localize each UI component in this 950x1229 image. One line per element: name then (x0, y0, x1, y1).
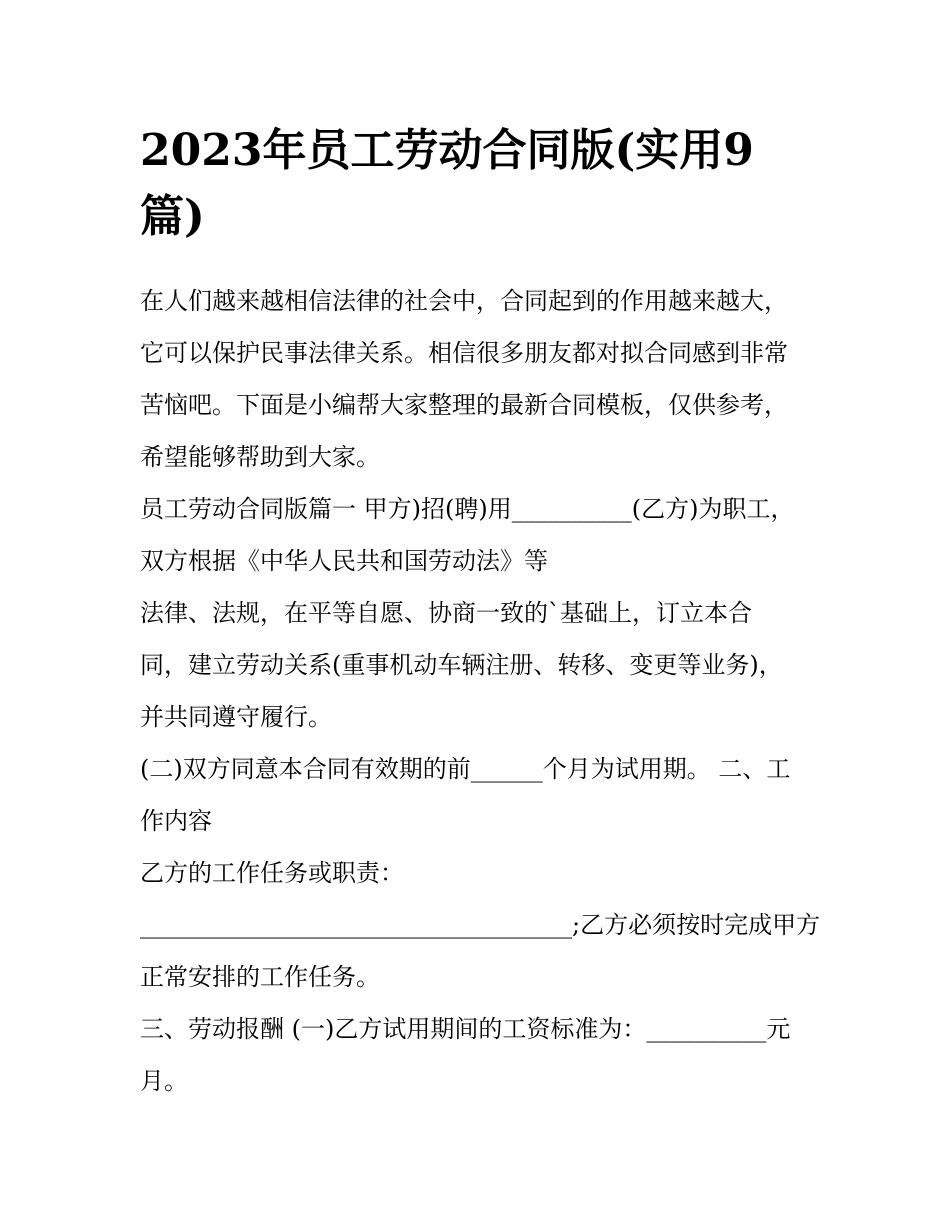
body-line-6: 双方根据《中华人民共和国劳动法》等 (140, 547, 548, 575)
body-line-10: (二)双方同意本合同有效期的前______个月为试用期。 二、工 (140, 755, 791, 783)
document-body (140, 275, 820, 1107)
body-line-11: 作内容 (140, 807, 212, 835)
body-line-12: 乙方的工作任务或职责： (140, 859, 404, 887)
body-line-8: 同，建立劳动关系(重事机动车辆注册、转移、变更等业务)， (140, 651, 783, 679)
body-line-3: 苦恼吧。下面是小编帮大家整理的最新合同模板，仅供参考， (140, 391, 788, 419)
body-line-16: 月。 (140, 1067, 188, 1095)
body-line-4: 希望能够帮助到大家。 (140, 443, 380, 471)
body-line-2: 它可以保护民事法律关系。相信很多朋友都对拟合同感到非常 (140, 339, 788, 367)
title-line-1: 2023年员工劳动合同版(实用9 (140, 125, 754, 176)
body-line-5: 员工劳动合同版篇一 甲方)招(聘)用__________(乙方)为职工， (140, 495, 795, 523)
body-line-1: 在人们越来越相信法律的社会中，合同起到的作用越来越大， (140, 287, 788, 315)
title-line-2: 篇) (140, 191, 205, 242)
body-line-14: 正常安排的工作任务。 (140, 963, 380, 991)
body-line-15: 三、劳动报酬 (一)乙方试用期间的工资标准为：__________元 (140, 1015, 791, 1043)
body-line-7: 法律、法规，在平等自愿、协商一致的`基础上，订立本合 (140, 599, 752, 627)
body-line-9: 并共同遵守履行。 (140, 703, 332, 731)
document-title (140, 118, 820, 250)
body-line-13: ____________________________________;乙方必须按时完成甲方 (140, 911, 821, 939)
